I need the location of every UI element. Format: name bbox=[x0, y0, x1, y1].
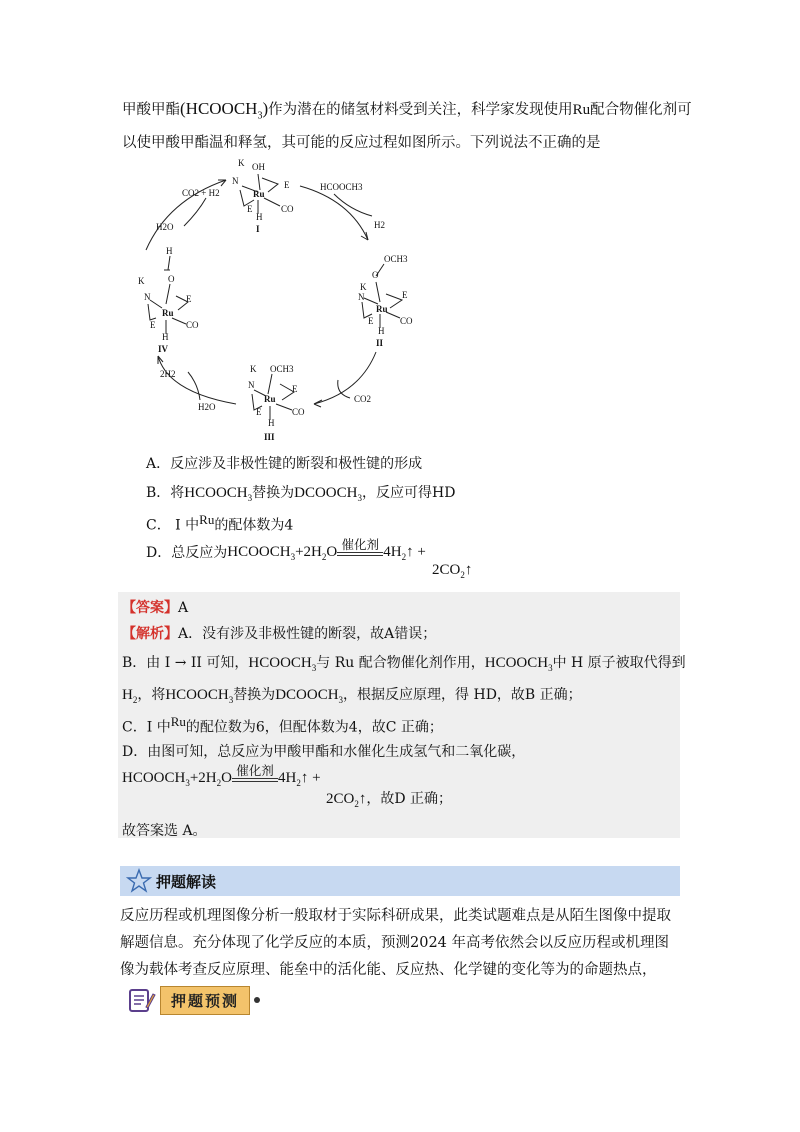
atom-e: E bbox=[292, 384, 298, 394]
prediction-title: 押题预测 bbox=[160, 986, 250, 1015]
catalyst-label: 催化剂 bbox=[341, 537, 379, 552]
atom-ru: Ru bbox=[162, 308, 174, 318]
option-a: A．反应涉及非极性键的断裂和极性键的形成 bbox=[146, 456, 423, 472]
complex-iv bbox=[138, 246, 199, 354]
question-text: 配合物催化剂可 bbox=[590, 102, 692, 118]
atom-e: E bbox=[402, 290, 408, 300]
analysis-text: B．由 I → II 可知， bbox=[122, 655, 249, 671]
formula-text: +2H bbox=[189, 770, 217, 786]
analysis-text: A．没有涉及非极性键的断裂，故A错误； bbox=[178, 626, 437, 642]
formula-close: ) bbox=[262, 99, 269, 118]
question-text: 作为潜在的储氢材料受到关注，科学家发现使用 bbox=[268, 102, 573, 118]
reagent-in: H2O bbox=[198, 402, 216, 412]
formula-dcooch3 bbox=[275, 687, 343, 703]
formula-hcooch3 bbox=[180, 99, 269, 122]
complex-label: III bbox=[264, 432, 275, 442]
atom-e: E bbox=[284, 180, 290, 190]
atom-e: E bbox=[150, 320, 156, 330]
analysis-tag: 【解析】 bbox=[122, 626, 178, 642]
group-och3: OCH3 bbox=[270, 364, 294, 374]
formula-text: HCOOCH bbox=[184, 485, 248, 501]
formula-sub: 2 bbox=[460, 570, 465, 580]
atom-k: K bbox=[360, 282, 367, 292]
reagent-out: CO2 + H2 bbox=[182, 188, 220, 198]
atom-n: N bbox=[232, 176, 239, 186]
formula-hcooch3 bbox=[165, 687, 233, 703]
analysis-text: 替换为 bbox=[233, 687, 276, 703]
equals-sign bbox=[232, 778, 278, 782]
atom-h: H bbox=[378, 326, 385, 336]
catalyst-condition bbox=[337, 538, 383, 562]
formula-text: 2CO bbox=[326, 791, 355, 807]
formula-hcooch3 bbox=[184, 485, 252, 501]
formula-text: HCOOCH bbox=[165, 687, 229, 703]
reaction-mechanism-diagram bbox=[120, 150, 450, 445]
answer-value: A bbox=[178, 600, 189, 616]
option-text: C． I 中 bbox=[146, 517, 200, 534]
atom-h: H bbox=[166, 246, 173, 256]
option-text: 的配体数为4 bbox=[214, 517, 294, 534]
atom-co: CO bbox=[186, 320, 199, 330]
question-line-2: 以使甲酸甲酯温和释氢，其可能的反应过程如图所示。下列说法不正确的是 bbox=[122, 135, 601, 151]
formula-text: DCOOCH bbox=[294, 485, 358, 501]
option-b bbox=[146, 482, 455, 503]
formula-sub: 2 bbox=[321, 552, 327, 562]
analysis-text: ，将 bbox=[137, 687, 166, 703]
analysis-text: 的配位数为6，但配体数为4，故C 正确； bbox=[185, 719, 443, 736]
reagent-out: CO2 bbox=[354, 394, 372, 404]
atom-ru: Ru bbox=[376, 304, 388, 314]
formula-hcooch3 bbox=[485, 655, 553, 671]
analysis-equation-line2 bbox=[326, 788, 452, 809]
banner-title: 押题解读 bbox=[156, 872, 217, 891]
complex-label: IV bbox=[158, 344, 169, 354]
formula-text: HCOOCH bbox=[227, 544, 291, 560]
star-icon bbox=[126, 868, 152, 894]
formula-sub: 2 bbox=[354, 799, 359, 809]
equation-reactants bbox=[227, 544, 337, 560]
catalyst-condition bbox=[232, 764, 278, 788]
complex-iii bbox=[248, 364, 305, 442]
formula-text: ↑ + bbox=[406, 544, 426, 560]
formula-text: (HCOOCH bbox=[180, 99, 258, 118]
option-c bbox=[146, 512, 293, 535]
formula-text: H bbox=[122, 687, 133, 703]
formula-text: HCOOCH bbox=[248, 655, 312, 671]
atom-k: K bbox=[138, 276, 145, 286]
equals-sign bbox=[337, 552, 383, 556]
catalyst-label: 催化剂 bbox=[236, 763, 274, 778]
formula-text: DCOOCH bbox=[275, 687, 339, 703]
ru-symbol: Ru bbox=[199, 512, 215, 527]
atom-o: O bbox=[372, 270, 379, 280]
formula-text: O bbox=[326, 544, 338, 560]
formula-sub: 3 bbox=[290, 552, 296, 562]
analysis-c bbox=[122, 714, 443, 737]
equation-products bbox=[383, 544, 426, 560]
group-och3: OCH3 bbox=[384, 254, 408, 264]
formula-sub: 3 bbox=[338, 695, 344, 705]
formula-sub: 2 bbox=[401, 552, 407, 562]
arrow-iii-to-iv bbox=[158, 356, 236, 404]
complex-label: II bbox=[376, 338, 384, 348]
analysis-conclusion: 故答案选 A。 bbox=[122, 823, 207, 839]
atom-k: K bbox=[250, 364, 257, 374]
question-text: 甲酸甲酯 bbox=[122, 102, 180, 118]
formula-hcooch3 bbox=[248, 655, 316, 671]
analysis-text: 中 H 原子被取代得到 bbox=[552, 655, 686, 671]
atom-e: E bbox=[186, 294, 192, 304]
complex-label: I bbox=[256, 224, 260, 234]
reagent-in: HCOOCH3 bbox=[320, 182, 363, 192]
formula-sub: 2 bbox=[216, 778, 222, 788]
option-d bbox=[146, 538, 426, 562]
formula-text: +2H bbox=[295, 544, 322, 560]
equation-products bbox=[278, 770, 321, 786]
formula-sub: 3 bbox=[185, 778, 190, 788]
formula-text: O bbox=[221, 770, 232, 786]
formula-text: ↑ + bbox=[300, 770, 321, 786]
ru-symbol: Ru bbox=[170, 714, 186, 729]
formula-text: 4H bbox=[383, 544, 402, 560]
atom-h: H bbox=[162, 332, 169, 342]
formula-sub: 3 bbox=[548, 663, 553, 673]
interpretation-text: 反应历程或机理图像分析一般取材于实际科研成果，此类试题难点是从陌生图像中提取解题信息。充分体现了化学反应的本质，预测2024 年高考依然会以反应历程或机理图像为载体考查反应原理、能垒中的活化能、反应热、化学键的变化等为的命题热点， bbox=[120, 908, 671, 978]
formula-h2 bbox=[122, 687, 137, 703]
atom-co: CO bbox=[400, 316, 413, 326]
question-line-1 bbox=[122, 98, 692, 121]
formula-co2 bbox=[326, 791, 366, 807]
formula-sub: 3 bbox=[257, 110, 263, 122]
formula-sub: 3 bbox=[357, 493, 362, 503]
answer-tag: 【答案】 bbox=[122, 600, 178, 616]
atom-o: O bbox=[168, 274, 175, 284]
formula-sub: 3 bbox=[247, 493, 253, 503]
atom-k: K bbox=[238, 158, 245, 168]
analysis-b1 bbox=[122, 652, 686, 673]
atom-e: E bbox=[368, 316, 374, 326]
atom-co: CO bbox=[292, 407, 305, 417]
formula-sub: 3 bbox=[311, 663, 317, 673]
analysis-a bbox=[122, 623, 436, 643]
decorative-dot bbox=[254, 997, 260, 1003]
atom-h: H bbox=[268, 418, 275, 428]
formula-text: HCOOCH bbox=[122, 770, 186, 786]
reagent-in: H2O bbox=[156, 222, 174, 232]
formula-text: 4H bbox=[277, 770, 297, 786]
analysis-text: 与 Ru 配合物催化剂作用， bbox=[316, 655, 485, 671]
side-arrow bbox=[188, 372, 200, 400]
analysis-text: C．I 中 bbox=[122, 719, 171, 736]
analysis-d: D．由图可知，总反应为甲酸甲酯和水催化生成氢气和二氧化碳， bbox=[122, 744, 526, 760]
prediction-header bbox=[126, 983, 260, 1017]
analysis-text: ，故D 正确； bbox=[366, 791, 453, 807]
atom-n: N bbox=[358, 292, 365, 302]
arrowhead bbox=[314, 400, 322, 407]
formula-sub: 2 bbox=[132, 695, 138, 705]
atom-n: N bbox=[144, 292, 151, 302]
side-arrow bbox=[184, 198, 206, 226]
option-text: D．总反应为 bbox=[146, 545, 228, 561]
atom-h: H bbox=[256, 212, 263, 222]
formula-dcooch3 bbox=[294, 485, 362, 501]
analysis-text: ，根据反应原理，得 HD，故B 正确； bbox=[343, 687, 582, 703]
reagent-out: 2H2 bbox=[160, 369, 176, 379]
notebook-pencil-icon bbox=[126, 985, 156, 1015]
analysis-b2 bbox=[122, 684, 582, 705]
formula-text: ↑ bbox=[358, 791, 367, 807]
formula-text: ↑ bbox=[464, 562, 473, 578]
ru-symbol: Ru bbox=[572, 102, 591, 118]
reagent-out: H2 bbox=[374, 220, 385, 230]
answer-line bbox=[122, 597, 188, 617]
section-banner bbox=[120, 866, 680, 896]
formula-text: HCOOCH bbox=[484, 655, 549, 671]
atom-co: CO bbox=[281, 204, 294, 214]
atom-e: E bbox=[256, 407, 262, 417]
formula-sub: 2 bbox=[296, 778, 301, 788]
atom-n: N bbox=[248, 380, 255, 390]
complex-ii bbox=[358, 254, 413, 348]
equation-reactants bbox=[122, 770, 232, 786]
atom-ru: Ru bbox=[264, 394, 276, 404]
atom-oh: OH bbox=[252, 162, 265, 172]
option-text: 替换为 bbox=[252, 485, 295, 501]
formula-text: 2CO bbox=[432, 562, 461, 578]
atom-ru: Ru bbox=[253, 189, 265, 199]
option-text: ，反应可得HD bbox=[361, 485, 456, 501]
option-d-line2 bbox=[432, 562, 472, 580]
atom-e: E bbox=[247, 204, 253, 214]
formula-sub: 3 bbox=[228, 695, 234, 705]
option-text: B．将 bbox=[146, 485, 185, 501]
analysis-equation bbox=[122, 764, 321, 788]
